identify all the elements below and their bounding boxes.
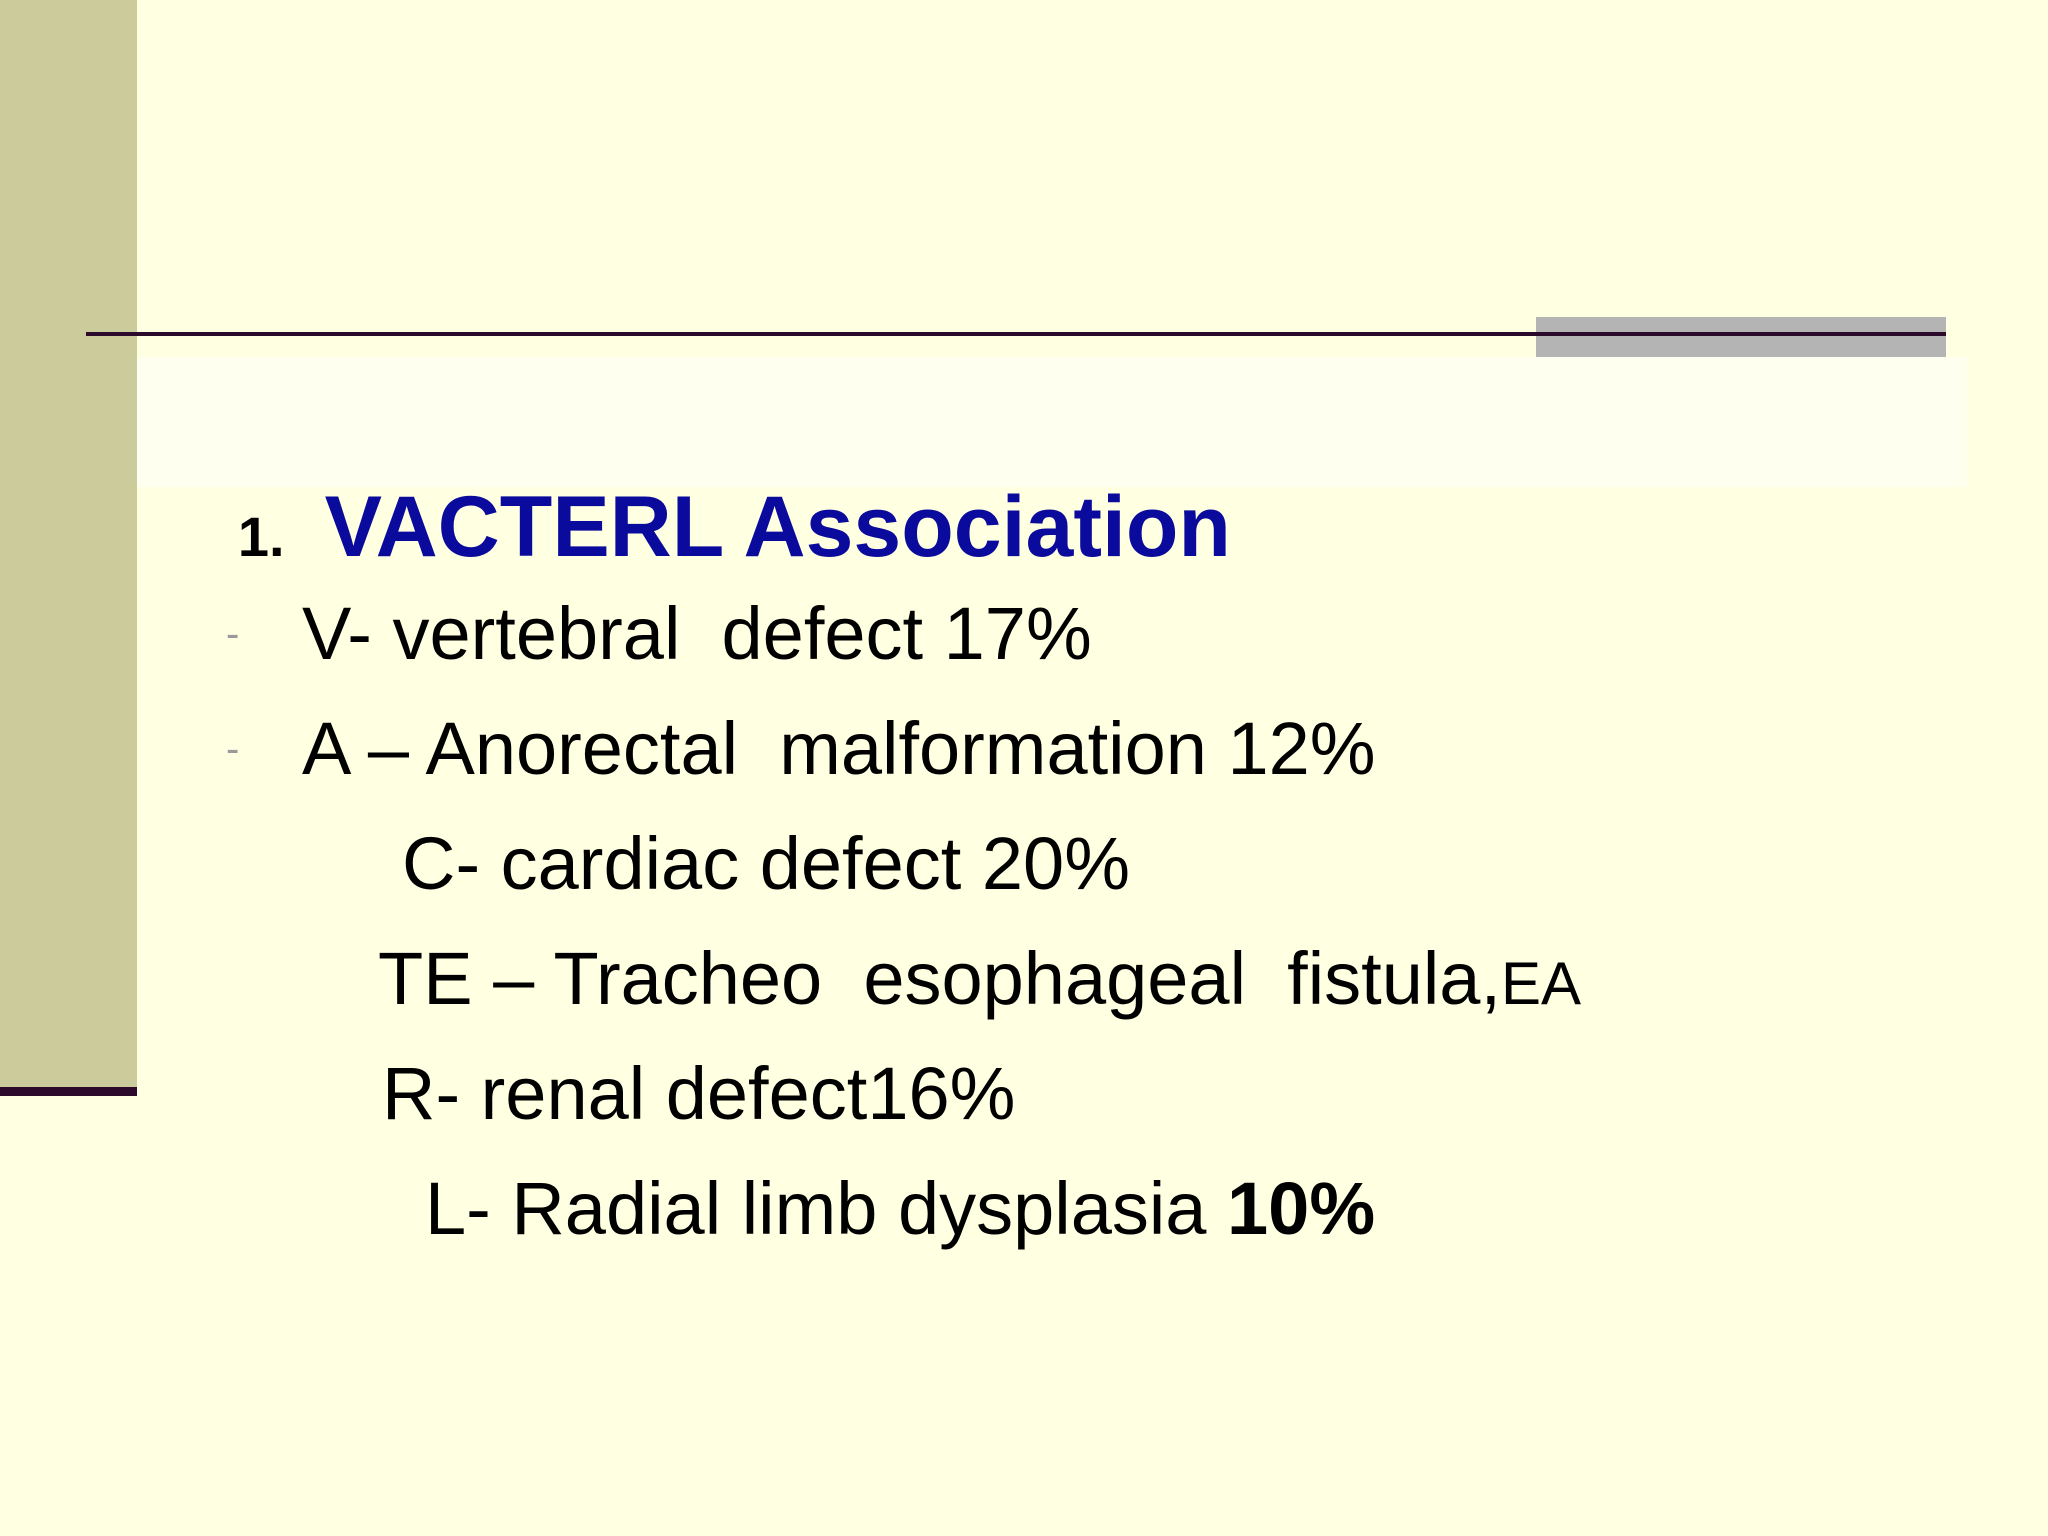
limb-percentage: 10% bbox=[1227, 1167, 1376, 1250]
accent-divider-line bbox=[1536, 332, 1946, 336]
list-item-anorectal: A – Anorectal malformation 12% bbox=[302, 707, 1376, 790]
list-item-limb bbox=[425, 1167, 1376, 1250]
list-item-vertebral: V- vertebral defect 17% bbox=[302, 592, 1092, 675]
slide-heading bbox=[229, 468, 1231, 575]
list-item-tracheo-esophageal bbox=[378, 937, 1582, 1020]
left-bar-underline bbox=[0, 1087, 137, 1096]
left-decorative-bar bbox=[0, 0, 137, 1090]
limb-text: L- Radial limb dysplasia bbox=[425, 1167, 1228, 1250]
list-item-renal: R- renal defect16% bbox=[382, 1052, 1016, 1135]
bullet-marker-1: - bbox=[226, 612, 240, 656]
tracheo-text: TE – Tracheo esophageal fistula, bbox=[378, 937, 1502, 1020]
heading-number: 1. bbox=[237, 505, 285, 568]
bullet-marker-2: - bbox=[226, 727, 240, 771]
tracheo-suffix: EA bbox=[1501, 950, 1582, 1017]
list-item-cardiac: C- cardiac defect 20% bbox=[402, 822, 1131, 905]
heading-title: VACTERL Association bbox=[324, 479, 1231, 575]
title-accent-block bbox=[1536, 317, 1946, 357]
